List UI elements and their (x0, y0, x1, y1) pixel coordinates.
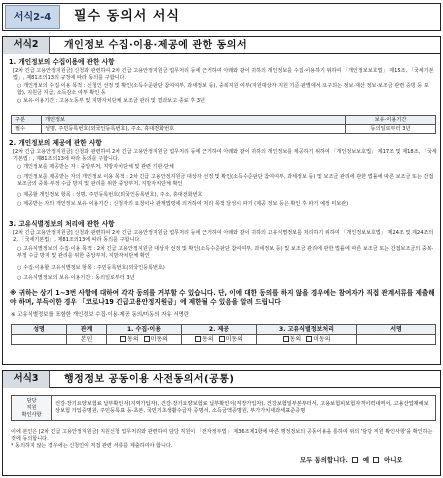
form-header (2, 3, 441, 31)
provision-agree-checkbox[interactable] (195, 336, 201, 342)
agree-label: 동의 (127, 335, 139, 343)
collection-title: 1. 개인정보의 수집이용에 관한 사항 (9, 58, 115, 66)
agree-all-no-checkbox[interactable] (373, 457, 379, 463)
form-number-tag: 서식2-4 (5, 5, 60, 29)
consent-row (12, 335, 436, 345)
section-3-title: 행정정보 공동이용 사전동의서(공통) (64, 373, 235, 385)
unique-id-period: ○ 고유식별정보의 보유·이용기간 : 동의일로부터 3년 (17, 275, 135, 281)
staff-check-content: 건강·장기요양보험료 납부확인서(지역가입자), 건강·장기요양보험료 납부확인서(직장가입자), 건강보험일부본부터서, 고용보험피보험자격이력내역서, 고용산업재해보상보험 가입증명원, 주민등록표 등·초본, 국민기초생활수급자 증명서, 소득금액증명원, 부가가치세과세표준증명 (52, 396, 436, 421)
collection-consent-cell (107, 335, 182, 345)
shared-info-description: 이에 본인은 [2차 긴급 고용안정지원금] 지원신청 업무처리와 관련하여 담당 직원이 「전자정부법」 제36조제1항에 따른 행정정보의 공동이용을 통하여 위의 '담당 직원 확인사항'을 확인하는 것에 동의합니다. (11, 429, 433, 442)
collection-items-table (11, 115, 436, 134)
consent-header-row (12, 325, 436, 335)
table-header-cell: 개인정보 (42, 116, 346, 125)
collection-disagree-checkbox[interactable] (144, 336, 150, 342)
disagree-label: 미동의 (225, 335, 243, 343)
staff-check-label: 담당 직원 확인사항 (12, 396, 52, 421)
form-title: 필수 동의서 서식 (74, 8, 180, 24)
signature-note: ※ 고유식별정보를 포함한 개인정보 수집·이용·제공 동의/미동의 자유 서명란 (11, 312, 189, 318)
agree-all-yes-label: 예 (362, 456, 370, 464)
provision-consent-cell (182, 335, 257, 345)
section-2-header (3, 37, 440, 54)
agree-all-row (300, 456, 403, 464)
consent-signature-table (11, 324, 436, 345)
provision-title: 2. 개인정보의 제공에 관한 사항 (9, 139, 102, 147)
refusal-notice: ※ 귀하는 상기 1~3번 사항에 대하여 각각 동의를 거부할 수 있습니다. 단, 이에 대한 동의를 하지 않을 경우에는 참여자가 직접 관계서류를 제출해야 하며, 부득이한 경우 「코로나19 긴급고용안정지원금」에 제한될 수 있음을 알려 드립니다 (10, 289, 435, 306)
section-3-header (3, 371, 440, 388)
unique-id-title: 3. 고유식별정보의 처리에 관한 사항 (9, 220, 115, 228)
collection-purpose: ○ 개인정보의 수집·이용 목적 : 신청인 선정 및 확인(소득수준판단 참여여부, 과세정보 등), 중복지원 여부(지원대상자 지원 기준·판별에서 요구되는 정보·재산 정보·보조금 관련 증빙 등 포함), 지원금 지급, 소득감소 여부 확인 등 (17, 83, 429, 96)
agree-label: 동의 (289, 335, 302, 343)
agree-all-no-label: 아니오 (384, 456, 403, 464)
consent-header-cell: 1. 수집·이용 (107, 325, 182, 335)
staff-check-table (11, 395, 436, 421)
unique-id-description: [2차 긴급 고용안정지원금] 신청과 관련하여 2차 긴급 고용안정지원금 업무처리 등에 근거하여 아래와 같이 귀하의 고유식별정보를 처리하기 위하여 「개인정보보호법」 제24조 및 제24조의2, 「국세기본법」, 제81조의13에 따라 동의를 구합니다. (13, 230, 434, 243)
agree-all-yes-checkbox[interactable] (352, 457, 358, 463)
provision-recipient: ○ 개인정보를 제공받는 자 : 중앙부처, 지방자치단체 및 관련 기관·단체 (17, 164, 174, 170)
provision-disagree-checkbox[interactable] (219, 336, 225, 342)
collection-description: [2차 긴급 고용안정지원금] 신청과 관련하여 2차 긴급 고용안정지원금 업무처리 등에 근거하여 아래와 같이 귀하의 개인정보를 수집·이용하기 위하여 「개인정보보호법」 제15조, 「국세기본법」, 제81조의13의 규정에 따라 동의를 구합니다. (13, 68, 434, 81)
shared-info-note: * 동의하지 않는 경우에는 신청인이 직접 관련 서류를 제출하여야 합니다. (11, 443, 173, 449)
table-header-cell: 보유·이용기간 (346, 116, 436, 125)
collection-period: ○ 보유·이용기간 : 고용노동부 및 지방자치단체 보조금 관리 및 결과보고 종료 후 3년 (17, 98, 205, 104)
section-3-tag: 서식3 (3, 371, 50, 388)
unique-id-disagree-checkbox[interactable] (306, 336, 312, 342)
provision-items: ○ 제공할 개인정보 항목 : 성명, 주민등록번호(외국인등록번호), 주소, 휴대전화번호 (17, 192, 203, 198)
section-2-tag: 서식2 (3, 37, 50, 54)
table-row (12, 396, 436, 421)
privacy-consent-section (2, 36, 441, 365)
relation-cell: 본인 (67, 335, 107, 345)
unique-id-agree-checkbox[interactable] (283, 336, 289, 342)
table-row (12, 125, 436, 134)
table-cell: 동의일로부터 3년 (346, 125, 436, 134)
agree-all-question: 모두 동의합니다. (300, 456, 348, 464)
unique-id-consent-cell (257, 335, 357, 345)
section-2-title: 개인정보 수집·이용·제공에 관한 동의서 (64, 39, 248, 51)
name-input-cell[interactable] (12, 335, 67, 345)
consent-header-cell: 서명 (357, 325, 436, 335)
consent-header-cell: 2. 제공 (182, 325, 257, 335)
unique-id-purpose: ○ 고유식별정보의 수집·이용 목적 : 2차 긴급 고용안정지원금 대상자 선정 및 확인(소득수준판단 참여여부, 과세정보 등) 및 보조금 관리에 관한 법률에 따른 보조금 또는 간접보조금의 중복·부정 수급 방지 및 관리를 위한 중앙부처, 지방자치단체 확인 (17, 246, 434, 259)
unique-id-items: ○ 수집·이용할 고유식별정보 항목 : 주민등록번호(외국인등록번호) (17, 265, 165, 271)
table-cell: 필수 (12, 125, 42, 134)
disagree-label: 미동의 (150, 335, 168, 343)
consent-header-cell: 3. 고유식별정보처리 (257, 325, 357, 335)
table-cell: 성명, 주민등록번호(외국인등록번호), 주소, 휴대전화번호 (42, 125, 346, 134)
consent-header-cell: 관계 (67, 325, 107, 335)
collection-agree-checkbox[interactable] (120, 336, 126, 342)
provision-period: ○ 제공받는 자의 개인정보 보유·이용기간 : 신청자의 요청이나 관계법령에 의거하여 처리 목적 달성시 파기 (제공 정보 등은 확인 후 파기 예정 미보관) (17, 201, 349, 207)
signature-input-cell[interactable] (357, 335, 436, 345)
agree-label: 동의 (202, 335, 214, 343)
provision-description: [2차 긴급 고용안정지원금] 신청과 관련하여 2차 긴급 고용안정지원금 업무처리 등에 근거하여 아래와 같이 귀하의 개인정보를 제공하기 위하여 「개인정보보호법」 제17조 및 제18조, 「국세기본법」, 제81조의13에 따라 동의를 구합니다. (13, 149, 437, 162)
disagree-label: 미동의 (313, 335, 331, 343)
provision-purpose: ○ 개인정보를 제공받는 자의 개인정보 이용 목적 : 2차 긴급 고용안정지원금 대상자 선정 및 확인(소득수준판단 참여여부, 과세정보 등) 및 보조금 관리에 관한 법률에 따른 보조금 또는 간접보조금의 중복·부정 수급 방지 및 관리를 위한 중앙부처, 지방자치단체 확인 (17, 174, 434, 187)
consent-header-cell: 성명 (12, 325, 67, 335)
table-header-row (12, 116, 436, 125)
table-header-cell: 구분 (12, 116, 42, 125)
